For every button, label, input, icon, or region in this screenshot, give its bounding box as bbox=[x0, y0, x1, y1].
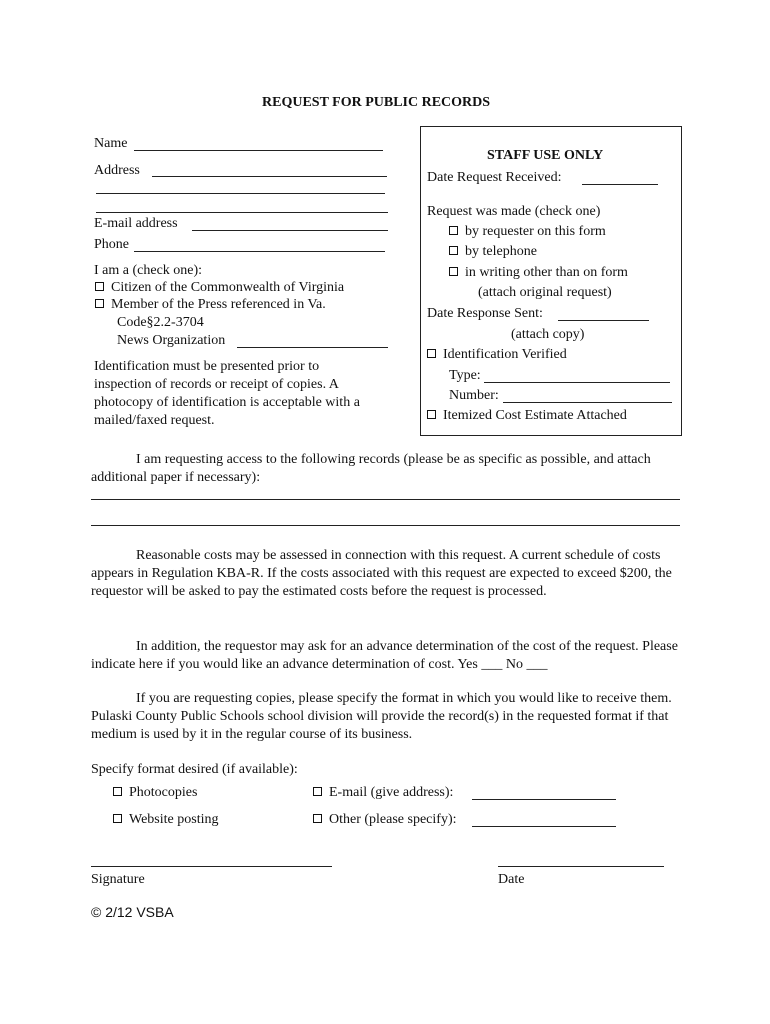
by-requester-option[interactable] bbox=[449, 224, 606, 240]
advance-paragraph: In addition, the requestor may ask for an advance determination of the cost of the request. Please indicate here if you would like an advance determination of cost. Yes ___ No ___ bbox=[91, 639, 678, 672]
email-format-field[interactable] bbox=[472, 799, 616, 800]
page-title: REQUEST FOR PUBLIC RECORDS bbox=[262, 95, 491, 110]
id-verified-checkbox[interactable] bbox=[427, 349, 436, 358]
request-made-label: Request was made (check one) bbox=[427, 204, 601, 219]
website-checkbox[interactable] bbox=[113, 814, 122, 823]
id-note-line: mailed/faxed request. bbox=[94, 413, 215, 428]
photocopies-option[interactable] bbox=[113, 785, 197, 801]
name-field[interactable] bbox=[134, 150, 383, 151]
records-request-text: I am requesting access to the following records (please be as specific as possible, and attach additional paper if necessary): bbox=[91, 452, 651, 485]
press-checkbox[interactable] bbox=[95, 299, 104, 308]
signature-label: Signature bbox=[91, 872, 145, 887]
date-label: Date bbox=[498, 872, 525, 887]
attach-copy-note: (attach copy) bbox=[511, 327, 585, 342]
id-verified-label: Identification Verified bbox=[443, 347, 567, 362]
website-label: Website posting bbox=[129, 812, 219, 827]
phone-field[interactable] bbox=[134, 251, 385, 252]
by-telephone-label: by telephone bbox=[465, 244, 537, 259]
date-field[interactable] bbox=[498, 866, 664, 867]
staff-heading: STAFF USE ONLY bbox=[487, 148, 604, 163]
website-option[interactable] bbox=[113, 812, 218, 828]
type-label: Type: bbox=[449, 368, 481, 383]
phone-label: Phone bbox=[94, 237, 129, 252]
date-response-field[interactable] bbox=[558, 320, 649, 321]
citizen-option[interactable] bbox=[95, 280, 344, 296]
by-requester-label: by requester on this form bbox=[465, 224, 606, 239]
id-note bbox=[94, 358, 360, 430]
email-format-option[interactable] bbox=[313, 785, 453, 801]
costs-paragraph: Reasonable costs may be assessed in connection with this request. A current schedule of costs appears in Regulation KBA-R. If the costs associated with this request are expected to exceed $200, the requestor will be asked to pay the estimated costs before the request is processed. bbox=[91, 548, 672, 599]
id-verified-option[interactable] bbox=[427, 347, 567, 363]
email-label: E-mail address bbox=[94, 216, 178, 231]
type-field[interactable] bbox=[484, 382, 670, 383]
news-org-label: News Organization bbox=[117, 333, 226, 348]
records-field-line2[interactable] bbox=[91, 525, 680, 526]
name-label: Name bbox=[94, 136, 128, 151]
number-label: Number: bbox=[449, 388, 499, 403]
email-format-label: E-mail (give address): bbox=[329, 785, 454, 800]
number-field[interactable] bbox=[503, 402, 672, 403]
other-format-label: Other (please specify): bbox=[329, 812, 457, 827]
date-received-field[interactable] bbox=[582, 184, 658, 185]
itemized-checkbox[interactable] bbox=[427, 410, 436, 419]
photocopies-label: Photocopies bbox=[129, 785, 198, 800]
id-note-line: Identification must be presented prior to bbox=[94, 359, 320, 374]
other-format-option[interactable] bbox=[313, 812, 457, 828]
by-requester-checkbox[interactable] bbox=[449, 226, 458, 235]
press-code-label: Code§2.2-3704 bbox=[117, 315, 204, 330]
in-writing-label: in writing other than on form bbox=[465, 265, 628, 280]
press-label: Member of the Press referenced in Va. bbox=[111, 297, 326, 312]
in-writing-checkbox[interactable] bbox=[449, 267, 458, 276]
attach-original-note: (attach original request) bbox=[478, 285, 612, 300]
by-telephone-option[interactable] bbox=[449, 244, 537, 260]
itemized-label: Itemized Cost Estimate Attached bbox=[443, 408, 627, 423]
itemized-option[interactable] bbox=[427, 408, 627, 424]
email-field[interactable] bbox=[192, 230, 388, 231]
id-note-line: photocopy of identification is acceptable with a bbox=[94, 395, 360, 410]
photocopies-checkbox[interactable] bbox=[113, 787, 122, 796]
date-received-label: Date Request Received: bbox=[427, 170, 562, 185]
other-format-field[interactable] bbox=[472, 826, 616, 827]
copyright-footer: © 2/12 VSBA bbox=[91, 904, 174, 920]
date-response-label: Date Response Sent: bbox=[427, 306, 543, 321]
address-field-line1[interactable] bbox=[152, 176, 387, 177]
press-option[interactable] bbox=[95, 297, 326, 313]
citizen-label: Citizen of the Commonwealth of Virginia bbox=[111, 280, 345, 295]
in-writing-option[interactable] bbox=[449, 265, 628, 281]
records-field-line1[interactable] bbox=[91, 499, 680, 500]
id-note-line: inspection of records or receipt of copies. A bbox=[94, 377, 339, 392]
news-org-field[interactable] bbox=[237, 347, 388, 348]
other-format-checkbox[interactable] bbox=[313, 814, 322, 823]
copies-paragraph: If you are requesting copies, please specify the format in which you would like to receive them. Pulaski County Public Schools school division will provide the record(s) in the requested format if that medium is used by it in the regular course of its business. bbox=[91, 691, 672, 742]
address-field-line3[interactable] bbox=[96, 212, 388, 213]
address-field-line2[interactable] bbox=[96, 193, 385, 194]
citizen-checkbox[interactable] bbox=[95, 282, 104, 291]
address-label: Address bbox=[94, 163, 140, 178]
email-format-checkbox[interactable] bbox=[313, 787, 322, 796]
format-label: Specify format desired (if available): bbox=[91, 762, 298, 777]
signature-field[interactable] bbox=[91, 866, 332, 867]
by-telephone-checkbox[interactable] bbox=[449, 246, 458, 255]
requester-type-label: I am a (check one): bbox=[94, 263, 203, 278]
